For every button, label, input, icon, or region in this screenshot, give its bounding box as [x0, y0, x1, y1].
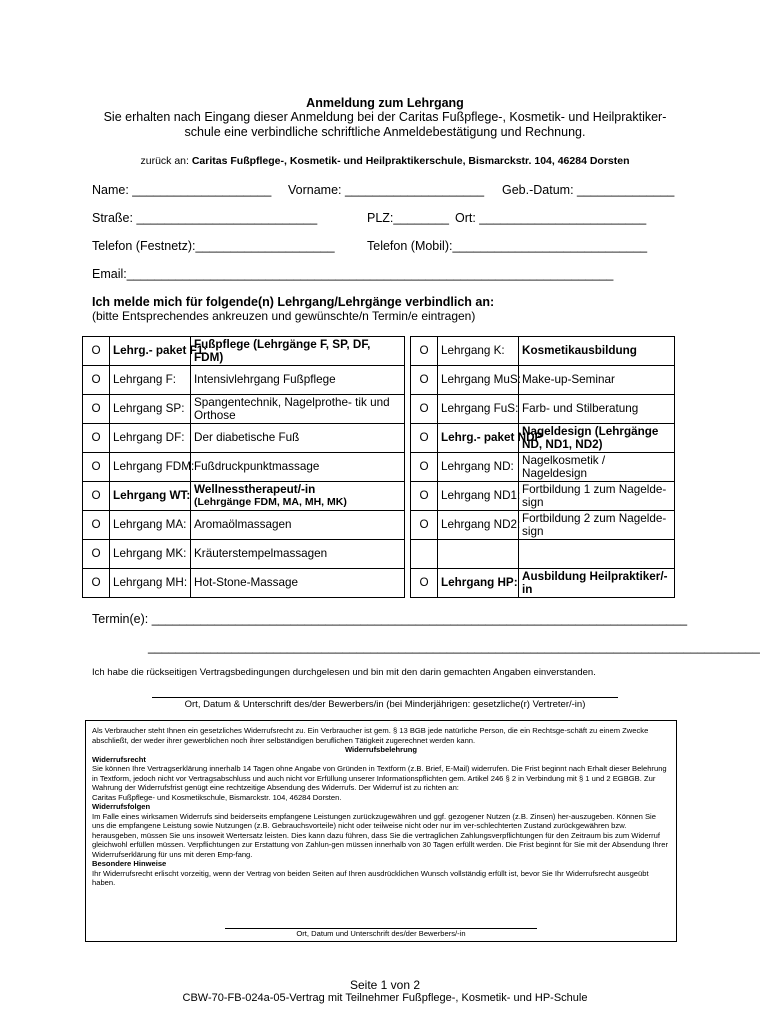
- phone-mobile-field[interactable]: Telefon (Mobil):____________________________: [367, 239, 648, 253]
- course-code: Lehrgang FuS:: [438, 395, 519, 424]
- course-name: [191, 482, 405, 511]
- course-code: Lehrgang ND1:: [438, 482, 519, 511]
- course-name: Aromaölmassagen: [191, 511, 405, 540]
- course-checkbox[interactable]: O: [83, 540, 110, 569]
- birthdate-field[interactable]: Geb.-Datum: ______________: [502, 183, 675, 197]
- course-table: [82, 336, 675, 598]
- course-checkbox[interactable]: O: [83, 366, 110, 395]
- course-name: Make-up-Seminar: [519, 366, 675, 395]
- course-row: [83, 395, 675, 424]
- course-code: Lehrg.- paket F1:: [110, 337, 191, 366]
- course-code: Lehrg.- paket NDP: [438, 424, 519, 453]
- course-code: Lehrgang WT:: [110, 482, 191, 511]
- email-field[interactable]: Email:______________________________________________________________________: [92, 267, 614, 281]
- course-name: Der diabetische Fuß: [191, 424, 405, 453]
- course-checkbox[interactable]: O: [411, 482, 438, 511]
- course-name: Fußdruckpunktmassage: [191, 453, 405, 482]
- course-checkbox[interactable]: O: [411, 366, 438, 395]
- special-notes-text: Ihr Widerrufsrecht erlischt vorzeitig, wenn der Vertrag von beiden Seiten auf Ihren ausdrücklichen Wunsch vollständig erfüllt ist, bevor Sie Ihr Widerrufsrecht ausgeübt haben.: [92, 868, 649, 887]
- box-signature: [86, 928, 676, 939]
- course-row: [83, 482, 675, 511]
- revocation-right-heading: Widerrufsrecht: [92, 754, 146, 764]
- course-name: Spangentechnik, Nagelprothe- tik und Orthose: [191, 395, 405, 424]
- course-code: Lehrgang ND:: [438, 453, 519, 482]
- signature-caption: Ort, Datum & Unterschrift des/der Bewerbers/in (bei Minderjährigen: gesetzliche(r) Vertreter/-in): [184, 699, 586, 710]
- course-checkbox[interactable]: O: [83, 453, 110, 482]
- course-row: [83, 511, 675, 540]
- revocation-consequences-heading: Widerrufsfolgen: [92, 802, 151, 811]
- course-name-note: (Lehrgänge FDM, MA, MH, MK): [194, 496, 347, 508]
- course-checkbox[interactable]: O: [83, 395, 110, 424]
- course-checkbox[interactable]: O: [83, 337, 110, 366]
- course-code: Lehrgang HP:: [438, 569, 519, 598]
- course-checkbox[interactable]: O: [411, 511, 438, 540]
- course-row: [83, 337, 675, 366]
- document-title: Anmeldung zum Lehrgang: [306, 96, 464, 110]
- street-field[interactable]: Straße: __________________________: [92, 211, 318, 225]
- course-code: Lehrgang ND2:: [438, 511, 519, 540]
- course-row: [83, 453, 675, 482]
- document-id: CBW-70-FB-024a-05-Vertrag mit Teilnehmer Fußpflege-, Kosmetik- und HP-Schule: [182, 992, 588, 1004]
- course-name: Fußpflege (Lehrgänge F, SP, DF, FDM): [191, 337, 405, 366]
- courses-heading: Ich melde mich für folgende(n) Lehrgang/Lehrgänge verbindlich an:: [92, 295, 495, 309]
- course-code: Lehrgang K:: [438, 337, 519, 366]
- zip-field[interactable]: PLZ:________: [367, 211, 450, 225]
- page-number: Seite 1 von 2: [349, 978, 421, 992]
- course-checkbox[interactable]: O: [83, 424, 110, 453]
- course-name: Fortbildung 2 zum Nagelde- sign: [519, 511, 675, 540]
- course-row: [83, 366, 675, 395]
- intro-text: [0, 110, 770, 140]
- name-field[interactable]: Name: ____________________: [92, 183, 272, 197]
- termin-field[interactable]: Termin(e): _____________________________________________________________________________: [92, 612, 688, 626]
- course-name: Kräuterstempelmassagen: [191, 540, 405, 569]
- course-name: Farb- und Stilberatung: [519, 395, 675, 424]
- course-code: Lehrgang DF:: [110, 424, 191, 453]
- consumer-intro: Als Verbraucher steht Ihnen ein gesetzliches Widerrufsrecht zu. Ein Verbraucher ist gem. § 13 BGB jede natürliche Person, die ein Rechtsge-schäft zu einem Zwecke abschließt, der weder ihrer gewerblichen noch ihrer selbständigen beruflichen Tätigkeit zugerechnet werden kann.: [92, 726, 649, 745]
- intro-line-1: Sie erhalten nach Eingang dieser Anmeldung bei der Caritas Fußpflege-, Kosmetik- und Heilpraktiker-: [103, 110, 667, 124]
- course-code: Lehrgang MK:: [110, 540, 191, 569]
- course-code: Lehrgang MH:: [110, 569, 191, 598]
- revocation-title: Widerrufsbelehrung: [344, 745, 418, 754]
- course-name: Ausbildung Heilpraktiker/-in: [519, 569, 675, 598]
- course-row: [83, 569, 675, 598]
- course-checkbox[interactable]: O: [83, 511, 110, 540]
- termin-field-2[interactable]: ________________________________________________________________________________________: [148, 640, 760, 654]
- course-name: Nagelkosmetik / Nageldesign: [519, 453, 675, 482]
- revocation-notice-box: [85, 720, 677, 942]
- box-signature-caption: Ort, Datum und Unterschrift des/der Bewerbers/-in: [296, 928, 466, 938]
- return-address-text: Caritas Fußpflege-, Kosmetik- und Heilpraktikerschule, Bismarckstr. 104, 46284 Dorsten: [191, 155, 630, 167]
- course-name: Kosmetikausbildung: [519, 337, 675, 366]
- city-field[interactable]: Ort: ________________________: [455, 211, 647, 225]
- revocation-consequences-text: Im Falle eines wirksamen Widerrufs sind beiderseits empfangene Leistungen zurückzugewähren und ggf. gezogener Nutzen (z.B. Zinsen) her-auszugeben. Können Sie uns die empfangene Leistung sowie Nutzungen (z.B. Gebrauchsvorteile) nicht oder teilweise nicht oder nur im ver-schlechterten Zustand zurückgewähren bzw. herausgeben, müssen Sie uns insoweit Wertersatz leisten. Dies kann dazu führen, dass Sie die vertraglichen Zahlungsverpflichtungen für den Zeitraum bis zum Widerruf gleichwohl erfüllen müssen. Verpflichtungen zur Erstattung von Zahlun-gen müssen innerhalb von 30 Tagen erfüllt werden. Die Frist beginnt für Sie mit der Absendung Ihrer Widerrufserklärung für uns mit deren Emp-fang.: [92, 811, 669, 859]
- course-checkbox[interactable]: O: [411, 424, 438, 453]
- course-code: Lehrgang FDM:: [110, 453, 191, 482]
- revocation-address: Caritas Fußpflege- und Kosmetikschule, Bismarckstr. 104, 46284 Dorsten.: [92, 792, 342, 802]
- return-address: [0, 155, 770, 167]
- special-notes-heading: Besondere Hinweise: [92, 859, 167, 868]
- course-name: Intensivlehrgang Fußpflege: [191, 366, 405, 395]
- courses-subheading: (bitte Entsprechendes ankreuzen und gewünschte/n Termin/e eintragen): [92, 309, 476, 323]
- course-name: Nageldesign (Lehrgänge ND, ND1, ND2): [519, 424, 675, 453]
- course-name: Hot-Stone-Massage: [191, 569, 405, 598]
- course-name-text: Wellnesstherapeut/-in: [194, 482, 316, 496]
- vorname-field[interactable]: Vorname: ____________________: [288, 183, 485, 197]
- course-checkbox[interactable]: O: [411, 395, 438, 424]
- course-checkbox[interactable]: O: [83, 569, 110, 598]
- course-code: Lehrgang MA:: [110, 511, 191, 540]
- course-checkbox[interactable]: O: [411, 569, 438, 598]
- course-checkbox[interactable]: O: [83, 482, 110, 511]
- course-name: Fortbildung 1 zum Nagelde- sign: [519, 482, 675, 511]
- empty-cell: [438, 540, 519, 569]
- signature-line: [152, 697, 618, 698]
- course-code: Lehrgang MuS:: [438, 366, 519, 395]
- revocation-right-text: Sie können Ihre Vertragserklärung innerhalb 14 Tagen ohne Angabe von Gründen in Textform (z.B. Brief, E-Mail) widerrufen. Die Frist beginnt nach Erhalt dieser Belehrung in Textform, jedoch nicht vor Vertragsabschluss und auch nicht vor Erfüllung unserer Informationspflichten gem. Artikel 246 § 2 in Verbindung mit § 1 und 2 EGBGB. Zur Wahrung der Widerrufsfrist genügt eine rechtzeitige Absendung des Widerrufs. Der Widerruf ist zu richten an:: [92, 764, 667, 792]
- agreement-text: Ich habe die rückseitigen Vertragsbedingungen durchgelesen und bin mit den darin gemachten Angaben einverstanden.: [92, 667, 596, 678]
- course-row: [83, 424, 675, 453]
- course-code: Lehrgang SP:: [110, 395, 191, 424]
- course-checkbox[interactable]: O: [411, 337, 438, 366]
- empty-cell: [411, 540, 438, 569]
- return-prefix: zurück an:: [140, 155, 192, 167]
- course-code: Lehrgang F:: [110, 366, 191, 395]
- course-row: [83, 540, 675, 569]
- intro-line-2: schule eine verbindliche schriftliche Anmeldebestätigung und Rechnung.: [184, 125, 586, 139]
- empty-cell: [519, 540, 675, 569]
- course-checkbox[interactable]: O: [411, 453, 438, 482]
- phone-landline-field[interactable]: Telefon (Festnetz):____________________: [92, 239, 335, 253]
